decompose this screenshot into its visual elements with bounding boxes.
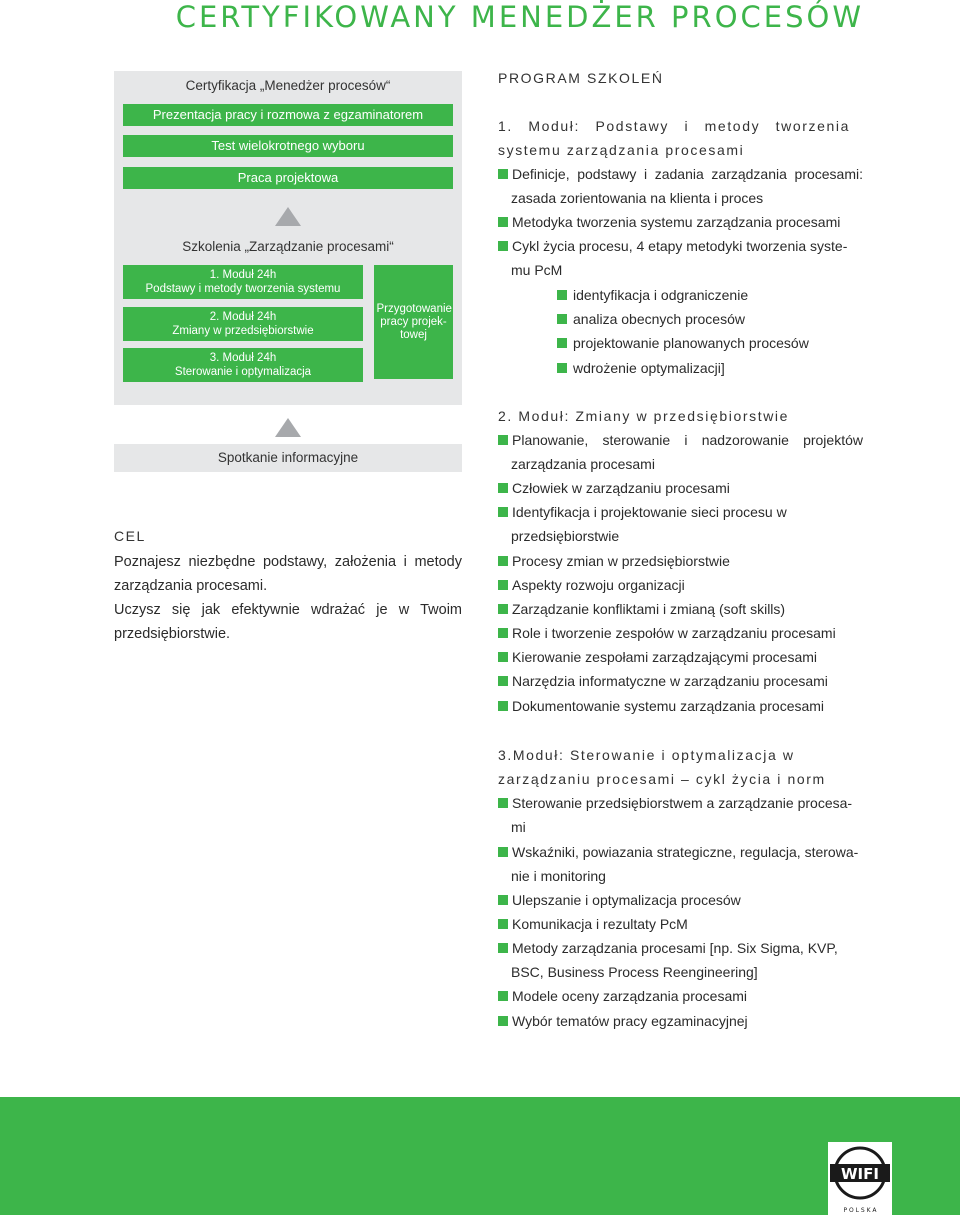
module-2-heading: 2. Moduł: Zmiany w przedsiębiorstwie [498,408,790,424]
list-item: Komunikacja i rezultaty PcM [498,912,863,936]
module-3-heading-line-1: 3.Moduł: Sterowanie i optymalizacja w [498,747,795,763]
list-item: Definicje, podstawy i zadania zarządzania procesami: zasada zorientowania na klienta i proces [498,162,863,210]
list-item: Narzędzia informatyczne w zarządzaniu procesami [498,669,863,693]
bullet-icon [557,314,567,324]
list-item: Cykl życia procesu, 4 etapy metodyki tworzenia syste-mu PcM [498,234,863,282]
module-3-subtitle: Sterowanie i optymalizacja [174,366,312,378]
module-1-subtitle: Podstawy i metody tworzenia systemu [145,283,341,295]
project-preparation-label: Przygotowanie pracy projek-towej [376,302,452,341]
program-heading: PROGRAM SZKOLEŃ [498,70,664,86]
bullet-icon [498,652,508,662]
module-2-subtitle: Zmiany w przedsiębiorstwie [172,325,314,337]
module-2-title: 2. Moduł 24h [209,311,277,323]
list-item: Identyfikacja i projektowanie sieci procesu w przedsiębiorstwie [498,500,811,548]
sub-list-item: analiza obecnych procesów [557,307,745,331]
bullet-icon [557,290,567,300]
bullet-icon [557,363,567,373]
goal-paragraph-1: Poznajesz niezbędne podstawy, założenia i metody zarządzania procesami. [114,554,462,594]
goal-heading: CEL [114,528,146,544]
module-3-box [123,348,363,382]
page-title: CERTYFIKOWANY MENEDŻER PROCESÓW [175,0,864,34]
program-diagram [114,71,462,405]
list-item: Metodyka tworzenia systemu zarządzania procesami [498,210,863,234]
module-3-heading-line-2: zarządzaniu procesami – cykl życia i norm [498,771,826,787]
module-1-heading: 1. Moduł: Podstawy i metody tworzenia systemu zarządzania procesami [498,118,850,158]
bullet-icon [557,338,567,348]
bullet-icon [498,241,508,251]
training-header: Szkolenia „Zarządzanie procesami“ [182,239,394,254]
project-preparation-box [374,265,453,379]
bullet-icon [498,847,508,857]
bullet-icon [498,507,508,517]
footer-band [0,1097,960,1215]
up-arrow-icon [275,418,301,437]
wifi-logo [828,1142,892,1215]
goal-paragraph-2: Uczysz się jak efektywnie wdrażać je w Twoim przedsiębiorstwie. [114,602,462,642]
bullet-icon [498,895,508,905]
module-3-title: 3. Moduł 24h [209,352,277,364]
list-item: Dokumentowanie systemu zarządzania procesami [498,694,863,718]
sub-list-item: identyfikacja i odgraniczenie [557,283,748,307]
bullet-icon [498,919,508,929]
list-item: Wskaźniki, powiazania strategiczne, regulacja, sterowa-nie i monitoring [498,840,863,888]
list-item: Wybór tematów pracy egzaminacyjnej [498,1009,863,1033]
cert-step-presentation: Prezentacja pracy i rozmowa z egzaminatorem [123,104,453,126]
list-item: Aspekty rozwoju organizacji [498,573,863,597]
bullet-icon [498,1016,508,1026]
list-item: Procesy zmian w przedsiębiorstwie [498,549,863,573]
list-item: Człowiek w zarządzaniu procesami [498,476,863,500]
module-1-box [123,265,363,299]
module-2-box [123,307,363,341]
bullet-icon [498,169,508,179]
svg-text:WIFI: WIFI [841,1165,879,1183]
bullet-icon [498,483,508,493]
bullet-icon [498,991,508,1001]
list-item: Kierowanie zespołami zarządzającymi procesami [498,645,863,669]
list-item: Modele oceny zarządzania procesami [498,984,863,1008]
svg-text:P O L S K A: P O L S K A [843,1207,877,1214]
info-meeting-box: Spotkanie informacyjne [114,444,462,472]
cert-step-project: Praca projektowa [123,167,453,189]
cert-step-test: Test wielokrotnego wyboru [123,135,453,157]
sub-list-item: projektowanie planowanych procesów [557,331,809,355]
module-1-title: 1. Moduł 24h [209,269,277,281]
bullet-icon [498,628,508,638]
sub-list-item: wdrożenie optymalizacji] [557,356,725,380]
bullet-icon [498,798,508,808]
list-item: Planowanie, sterowanie i nadzorowanie projektów zarządzania procesami [498,428,863,476]
bullet-icon [498,604,508,614]
list-item: Role i tworzenie zespołów w zarządzaniu procesami [498,621,863,645]
up-arrow-icon [275,207,301,226]
certification-header: Certyfikacja „Menedżer procesów“ [185,78,391,93]
bullet-icon [498,580,508,590]
list-item: Metody zarządzania procesami [np. Six Sigma, KVP, BSC, Business Process Reengineering] [498,936,863,984]
list-item: Sterowanie przedsiębiorstwem a zarządzanie procesa-mi [498,791,863,839]
bullet-icon [498,556,508,566]
list-item: Ulepszanie i optymalizacja procesów [498,888,863,912]
bullet-icon [498,435,508,445]
list-item: Zarządzanie konfliktami i zmianą (soft skills) [498,597,863,621]
bullet-icon [498,676,508,686]
bullet-icon [498,943,508,953]
bullet-icon [498,217,508,227]
bullet-icon [498,701,508,711]
wifi-logo-icon [828,1142,892,1215]
